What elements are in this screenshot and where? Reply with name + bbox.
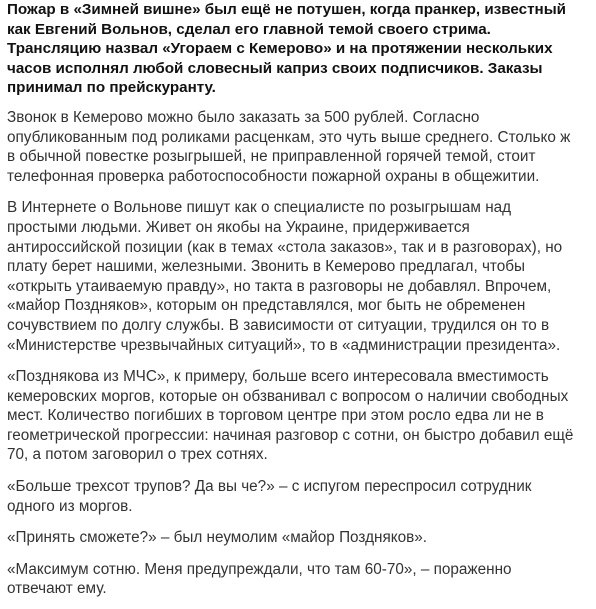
paragraph-line: опубликованным под роликами расценкам, это чуть выше среднего. Столько ж	[7, 128, 571, 146]
paragraph-line: отвечают ему.	[7, 580, 107, 598]
paragraph-line: В Интернете о Вольнове пишут как о специалисте по розыгрышам над	[7, 199, 512, 217]
article-paragraph	[7, 477, 596, 516]
paragraph-line: «майор Поздняков», которым он представлялся, мог быть не обременен	[7, 297, 526, 315]
article-paragraph	[7, 528, 596, 548]
lead-line: Трансляцию назвал «Угораем с Кемерово» и на протяжении нескольких	[7, 40, 553, 58]
paragraph-line: 70, а потом заговорил о трех сотнях.	[7, 446, 268, 464]
lead-line: как Евгений Вольнов, сделал его главной темой своего стрима.	[7, 20, 491, 38]
paragraph-line: геометрической прогрессии: начиная разговор с сотни, он быстро добавил ещё	[7, 426, 574, 444]
paragraph-line: в обычной повестке розыгрышей, не приправленной горячей темой, стоит	[7, 148, 536, 166]
paragraph-line: антироссийской позиции (как в темах «стола заказов», так и в разговорах), но	[7, 238, 563, 256]
paragraph-line: мест. Количество погибших в торговом центре при этом росло едва ли не в	[7, 407, 544, 425]
paragraph-line: «открыть утаиваемую правду», но такта в разговоры не добавлял. Впрочем,	[7, 277, 552, 295]
paragraph-line: плату берет нашими, железными. Звонить в Кемерово предлагал, чтобы	[7, 258, 526, 276]
paragraph-line: «Больше трехсот трупов? Да вы че?» – с испугом переспросил сотрудник	[7, 478, 532, 496]
article-paragraph	[7, 367, 596, 465]
paragraph-line: телефонная проверка работоспособности пожарной охраны в общежитии.	[7, 167, 540, 185]
lead-line: часов исполнял любой словесный каприз своих подписчиков. Заказы	[7, 59, 543, 77]
paragraph-line: Звонок в Кемерово можно было заказать за 500 рублей. Согласно	[7, 108, 480, 126]
paragraph-line: простыми людьми. Живет он якобы на Украине, придерживается	[7, 218, 470, 236]
paragraph-line: одного из моргов.	[7, 497, 133, 515]
lead-line: принимал по прейскуранту.	[7, 79, 216, 97]
paragraph-line: «Максимум сотню. Меня предупреждали, что там 60-70», – пораженно	[7, 560, 512, 578]
paragraph-line: «Министерстве чрезвычайных ситуаций», то в «администрации президента».	[7, 336, 561, 354]
paragraph-line: кемеровских моргов, которые он обзванивал с вопросом о наличии свободных	[7, 387, 569, 405]
article-paragraph	[7, 560, 596, 599]
paragraph-line: «Принять сможете?» – был неумолим «майор Поздняков».	[7, 529, 427, 547]
lead-line: Пожар в «Зимней вишне» был ещё не потушен, когда пранкер, известный	[7, 1, 567, 18]
article-paragraph	[7, 108, 596, 186]
news-article	[7, 0, 596, 599]
article-paragraph	[7, 198, 596, 355]
paragraph-line: сочувствием по долгу службы. В зависимости от ситуации, трудился он то в	[7, 316, 550, 334]
article-lead	[7, 0, 596, 98]
paragraph-line: «Позднякова из МЧС», к примеру, больше всего интересовала вместимость	[7, 368, 549, 386]
